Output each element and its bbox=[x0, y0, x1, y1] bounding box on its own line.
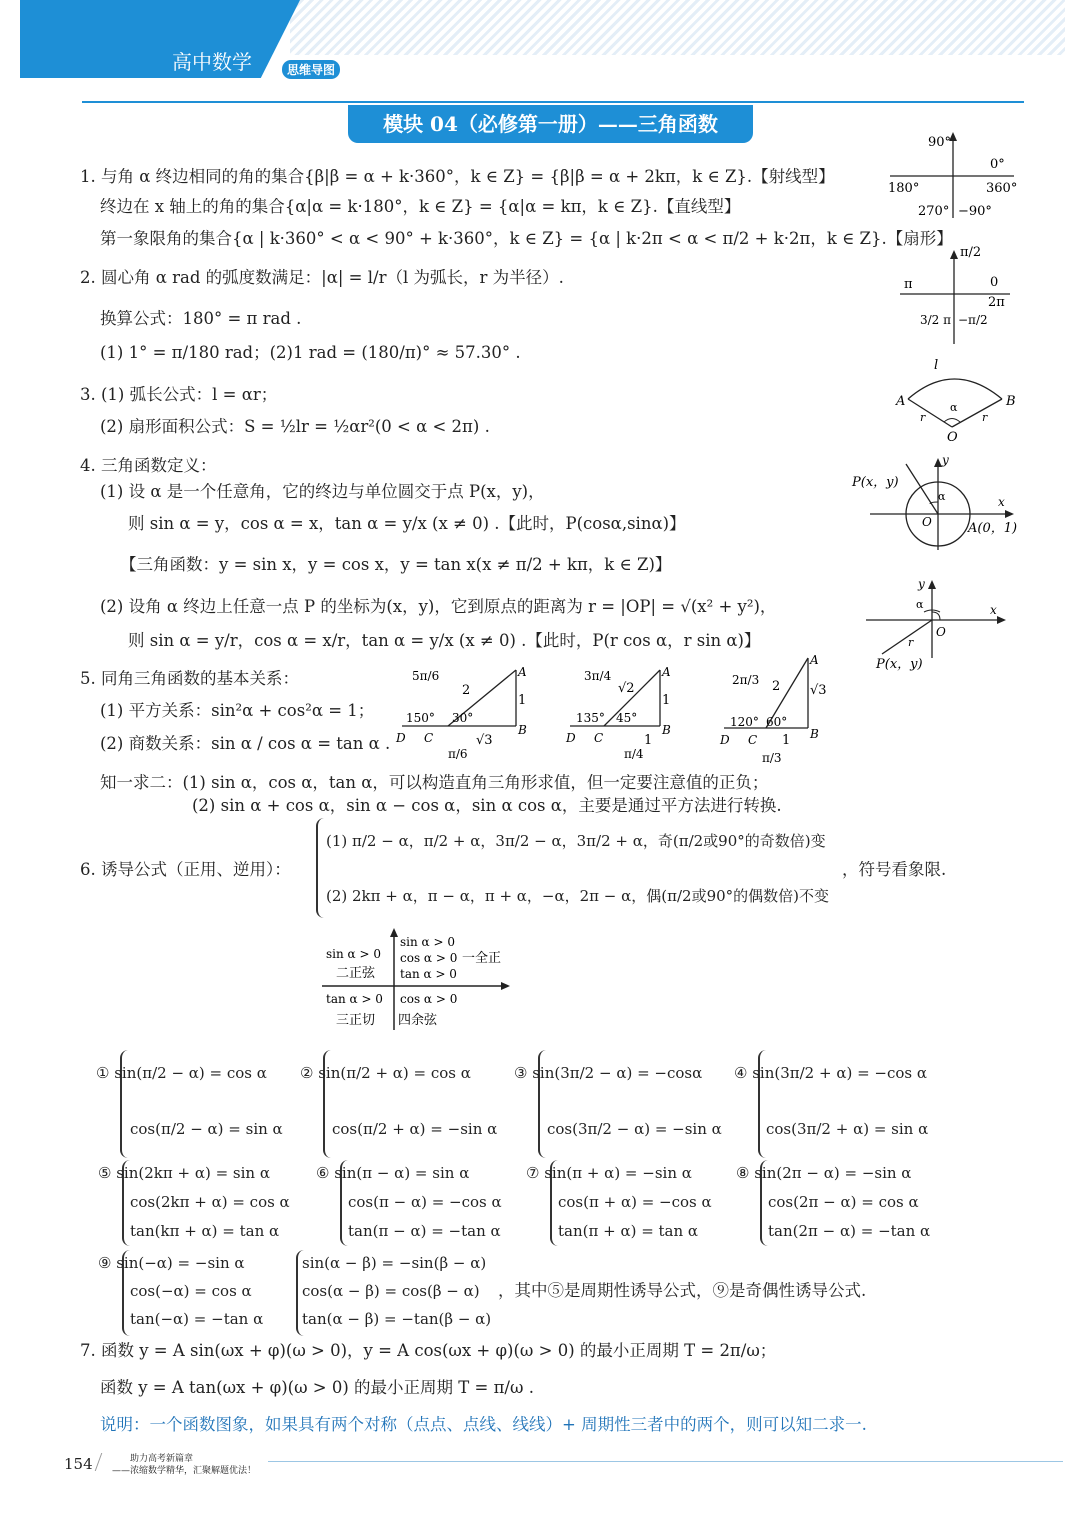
formula-9a: ⑨ sin(−α) = −sin α bbox=[98, 1254, 245, 1272]
q1-label: 一全正 bbox=[462, 951, 502, 966]
formula-5b: cos(2kπ + α) = cos α bbox=[130, 1193, 290, 1211]
q4-cond: cos α > 0 bbox=[400, 992, 458, 1006]
formula-2b: cos(π/2 + α) = −sin α bbox=[332, 1120, 498, 1138]
sector-figure bbox=[890, 355, 1020, 445]
t2-ang2: 45° bbox=[616, 711, 638, 725]
t2-bottom: π/4 bbox=[624, 747, 644, 761]
t1-hyp: 2 bbox=[462, 683, 471, 698]
t1-c: C bbox=[424, 731, 434, 745]
deg-neg90: −90° bbox=[958, 204, 992, 219]
footer-rule bbox=[268, 1461, 1063, 1462]
formula-8c: tan(2π − α) = −tan α bbox=[768, 1222, 931, 1240]
deg-360: 360° bbox=[986, 181, 1018, 196]
page-divider bbox=[95, 1453, 103, 1471]
line-13: (2) 设角 α 终边上任意一点 P 的坐标为(x，y)，它到原点的距离为 r = |OP| = √(x² + y²)， bbox=[100, 597, 777, 616]
rad-0: 0 bbox=[990, 275, 999, 290]
t1-side: 1 bbox=[518, 693, 527, 708]
line-2: 终边在 x 轴上的角的集合{α|α = k·180°，k ∈ Z} = {α|α = kπ，k ∈ Z}.【直线型】 bbox=[100, 197, 741, 216]
rad-3pi2: 3/2 π bbox=[920, 313, 952, 327]
t3-base: 1 bbox=[782, 733, 791, 748]
line-9: 4. 三角函数定义： bbox=[80, 456, 217, 475]
page-number: 154 bbox=[64, 1455, 93, 1473]
pa-o: O bbox=[936, 625, 946, 639]
t2-a: A bbox=[662, 665, 671, 679]
subject-title: 高中数学 bbox=[172, 50, 252, 74]
line-16: (1) 平方关系：sin²α + cos²α = 1； bbox=[100, 701, 375, 720]
formula-3a: ③ sin(3π/2 − α) = −cosα bbox=[514, 1064, 703, 1082]
formula-2a: ② sin(π/2 + α) = cos α bbox=[300, 1064, 471, 1082]
line-6: (1) 1° = π/180 rad；(2)1 rad = (180/π)° ≈ 57.30° . bbox=[100, 343, 521, 362]
q1-cond-a: sin α > 0 bbox=[400, 935, 455, 949]
footer-slogan-2: ——浓缩数学精华，汇聚解题优法！ bbox=[112, 1466, 257, 1476]
t1-b: B bbox=[518, 723, 527, 737]
sector-a: A bbox=[896, 394, 906, 409]
sector-o: O bbox=[947, 430, 958, 445]
t1-bottom: π/6 bbox=[448, 747, 468, 761]
q2-cond: sin α > 0 bbox=[326, 947, 381, 961]
formula-10b: cos(α − β) = cos(β − α) bbox=[302, 1282, 480, 1300]
formula-6b: cos(π − α) = −cos α bbox=[348, 1193, 502, 1211]
formula-4a: ④ sin(3π/2 + α) = −cos α bbox=[734, 1064, 928, 1082]
uc-a: A(0，1) bbox=[968, 521, 1018, 536]
deg-180: 180° bbox=[888, 181, 920, 196]
sector-r2: r bbox=[982, 411, 988, 424]
t2-base: 1 bbox=[644, 733, 653, 748]
line-15: 5. 同角三角函数的基本关系： bbox=[80, 669, 299, 688]
induction-odd: (1) π/2 − α，π/2 + α，3π/2 − α，3π/2 + α，奇(π/2或90°的奇数倍)变 bbox=[326, 832, 826, 850]
formula-4b: cos(3π/2 + α) = sin α bbox=[766, 1120, 929, 1138]
rad-2pi: 2π bbox=[988, 295, 1005, 310]
t3-c: C bbox=[748, 733, 758, 747]
t2-ang1: 135° bbox=[576, 711, 605, 725]
formula-5c: tan(kπ + α) = tan α bbox=[130, 1222, 280, 1240]
formula-8a: ⑧ sin(2π − α) = −sin α bbox=[736, 1164, 912, 1182]
header-stripe bbox=[290, 0, 1065, 55]
induction-tail: ，符号看象限. bbox=[842, 860, 947, 879]
header-rule bbox=[82, 101, 1024, 103]
formula-7b: cos(π + α) = −cos α bbox=[558, 1193, 712, 1211]
unit-circle-figure bbox=[850, 452, 1022, 552]
line-7: 3. (1) 弧长公式：l = αr； bbox=[80, 385, 278, 404]
uc-alpha: α bbox=[938, 490, 946, 503]
t3-top: 2π/3 bbox=[732, 673, 760, 687]
pa-x: x bbox=[990, 603, 997, 617]
uc-o: O bbox=[922, 515, 932, 529]
t2-top: 3π/4 bbox=[584, 669, 612, 683]
formula-5a: ⑤ sin(2kπ + α) = sin α bbox=[98, 1164, 270, 1182]
line-19: (2) sin α + cos α，sin α − cos α，sin α cos α，主要是通过平方法进行转换. bbox=[192, 796, 782, 815]
formula-7a: ⑦ sin(π + α) = −sin α bbox=[526, 1164, 692, 1182]
t1-a: A bbox=[518, 665, 527, 679]
formula-9c: tan(−α) = −tan α bbox=[130, 1310, 264, 1328]
quadrant-sign-diagram bbox=[318, 928, 518, 1033]
t1-top: 5π/6 bbox=[412, 669, 440, 683]
q3-cond: tan α > 0 bbox=[326, 992, 383, 1006]
formula-3b: cos(3π/2 − α) = −sin α bbox=[547, 1120, 722, 1138]
q1-cond-c: tan α > 0 bbox=[400, 967, 457, 981]
formula-9b: cos(−α) = cos α bbox=[130, 1282, 252, 1300]
line-22: 函数 y = A tan(ωx + φ)(ω > 0) 的最小正周期 T = π/ω . bbox=[100, 1378, 534, 1397]
line-3: 第一象限角的集合{α | k·360° < α < 90° + k·360°，k ∈ Z} = {α | k·2π < α < π/2 + k·2π，k ∈ Z}.【扇形】 bbox=[100, 229, 953, 248]
triangle-30-figure bbox=[394, 662, 534, 770]
triangle-45-figure bbox=[562, 662, 690, 770]
uc-y: y bbox=[942, 453, 949, 467]
q3-label: 三正切 bbox=[336, 1013, 376, 1028]
formula-1a: ① sin(π/2 − α) = cos α bbox=[96, 1064, 267, 1082]
footer-slogan-1: 助力高考新篇章 bbox=[130, 1454, 194, 1464]
formula-10c: tan(α − β) = −tan(β − α) bbox=[302, 1310, 492, 1328]
module-title: 模块 04（必修第一册）——三角函数 bbox=[348, 105, 753, 143]
t1-ang1: 150° bbox=[406, 711, 435, 725]
t2-hyp: √2 bbox=[618, 681, 635, 696]
t3-b: B bbox=[810, 727, 819, 741]
header-band bbox=[20, 0, 300, 78]
deg-270: 270° bbox=[918, 204, 950, 219]
line-1: 1. 与角 α 终边相同的角的集合{β|β = α + k·360°，k ∈ Z} = {β|β = α + 2kπ，k ∈ Z}.【射线型】 bbox=[80, 167, 835, 186]
uc-p: P(x，y) bbox=[852, 475, 899, 490]
t2-d: D bbox=[566, 731, 576, 745]
t3-a: A bbox=[810, 653, 819, 667]
t1-ang2: 30° bbox=[452, 711, 474, 725]
line-18: 知一求二：(1) sin α，cos α，tan α，可以构造直角三角形求值，但一定要注意值的正负； bbox=[100, 773, 769, 792]
mindmap-badge: 思维导图 bbox=[282, 60, 340, 79]
t3-ang2: 60° bbox=[766, 715, 788, 729]
induction-label: 6. 诱导公式（正用、逆用）： bbox=[80, 860, 291, 879]
deg-0: 0° bbox=[990, 157, 1005, 172]
t1-base: √3 bbox=[476, 733, 493, 748]
pa-y: y bbox=[918, 577, 925, 591]
formula-6a: ⑥ sin(π − α) = sin α bbox=[316, 1164, 470, 1182]
pa-p: P(x，y) bbox=[876, 657, 923, 672]
sector-alpha: α bbox=[950, 401, 958, 414]
line-14: 则 sin α = y/r，cos α = x/r，tan α = y/x (x ≠ 0) .【此时，P(r cos α，r sin α)】 bbox=[128, 631, 761, 650]
sector-r1: r bbox=[920, 411, 926, 424]
t2-side: 1 bbox=[662, 693, 671, 708]
t3-bottom: π/3 bbox=[762, 751, 782, 765]
line-10: (1) 设 α 是一个任意角，它的终边与单位圆交于点 P(x，y)， bbox=[100, 482, 545, 501]
radian-axes-figure bbox=[898, 232, 1018, 350]
induction-even: (2) 2kπ + α，π − α，π + α，−α，2π − α，偶(π/2或90°的偶数倍)不变 bbox=[326, 887, 830, 905]
pa-r: r bbox=[908, 636, 914, 649]
line-17: (2) 商数关系：sin α / cos α = tan α . bbox=[100, 734, 391, 753]
line-8: (2) 扇形面积公式：S = ½lr = ½αr²(0 < α < 2π) . bbox=[100, 417, 490, 436]
formula-6c: tan(π − α) = −tan α bbox=[348, 1222, 501, 1240]
line-4: 2. 圆心角 α rad 的弧度数满足：|α| = l/r（l 为弧长，r 为半径）. bbox=[80, 268, 564, 287]
uc-x: x bbox=[998, 495, 1005, 509]
t3-d: D bbox=[720, 733, 730, 747]
t3-hyp: 2 bbox=[772, 679, 781, 694]
point-axes-figure bbox=[862, 572, 1012, 672]
q1-cond-b: cos α > 0 bbox=[400, 951, 458, 965]
t2-b: B bbox=[662, 723, 671, 737]
t3-side: √3 bbox=[810, 683, 827, 698]
line-5: 换算公式：180° = π rad . bbox=[100, 309, 302, 328]
formula-7c: tan(π + α) = tan α bbox=[558, 1222, 699, 1240]
induction-brace bbox=[316, 818, 326, 918]
formula-1b: cos(π/2 − α) = sin α bbox=[130, 1120, 283, 1138]
rad-top: π/2 bbox=[960, 245, 982, 260]
line-21: 7. 函数 y = A sin(ωx + φ)(ω > 0)，y = A cos(ωx + φ)(ω > 0) 的最小正周期 T = 2π/ω； bbox=[80, 1341, 777, 1360]
t2-c: C bbox=[594, 731, 604, 745]
sector-l: l bbox=[934, 358, 939, 373]
q2-label: 二正弦 bbox=[336, 966, 376, 981]
line-11: 则 sin α = y，cos α = x，tan α = y/x (x ≠ 0) .【此时，P(cosα,sinα)】 bbox=[128, 514, 686, 533]
pa-alpha: α bbox=[916, 598, 924, 611]
sector-b: B bbox=[1006, 394, 1016, 409]
rad-negpi2: −π/2 bbox=[958, 313, 988, 327]
formula-10a: sin(α − β) = −sin(β − α) bbox=[302, 1254, 487, 1272]
note-line: 说明：一个函数图象，如果具有两个对称（点点、点线、线线）+ 周期性三者中的两个，则可以知二求一. bbox=[100, 1415, 867, 1434]
t3-ang1: 120° bbox=[730, 715, 759, 729]
rad-pi: π bbox=[904, 277, 913, 292]
triangle-60-figure bbox=[716, 650, 836, 770]
t1-d: D bbox=[396, 731, 406, 745]
deg-90: 90° bbox=[928, 135, 952, 150]
formula-tail: ，其中⑤是周期性诱导公式，⑨是奇偶性诱导公式. bbox=[498, 1281, 867, 1300]
degree-axes-figure bbox=[886, 128, 1020, 220]
formula-8b: cos(2π − α) = cos α bbox=[768, 1193, 919, 1211]
line-12: 【三角函数：y = sin x，y = cos x，y = tan x(x ≠ π/2 + kπ，k ∈ Z)】 bbox=[120, 555, 672, 574]
q4-label: 四余弦 bbox=[398, 1013, 438, 1028]
